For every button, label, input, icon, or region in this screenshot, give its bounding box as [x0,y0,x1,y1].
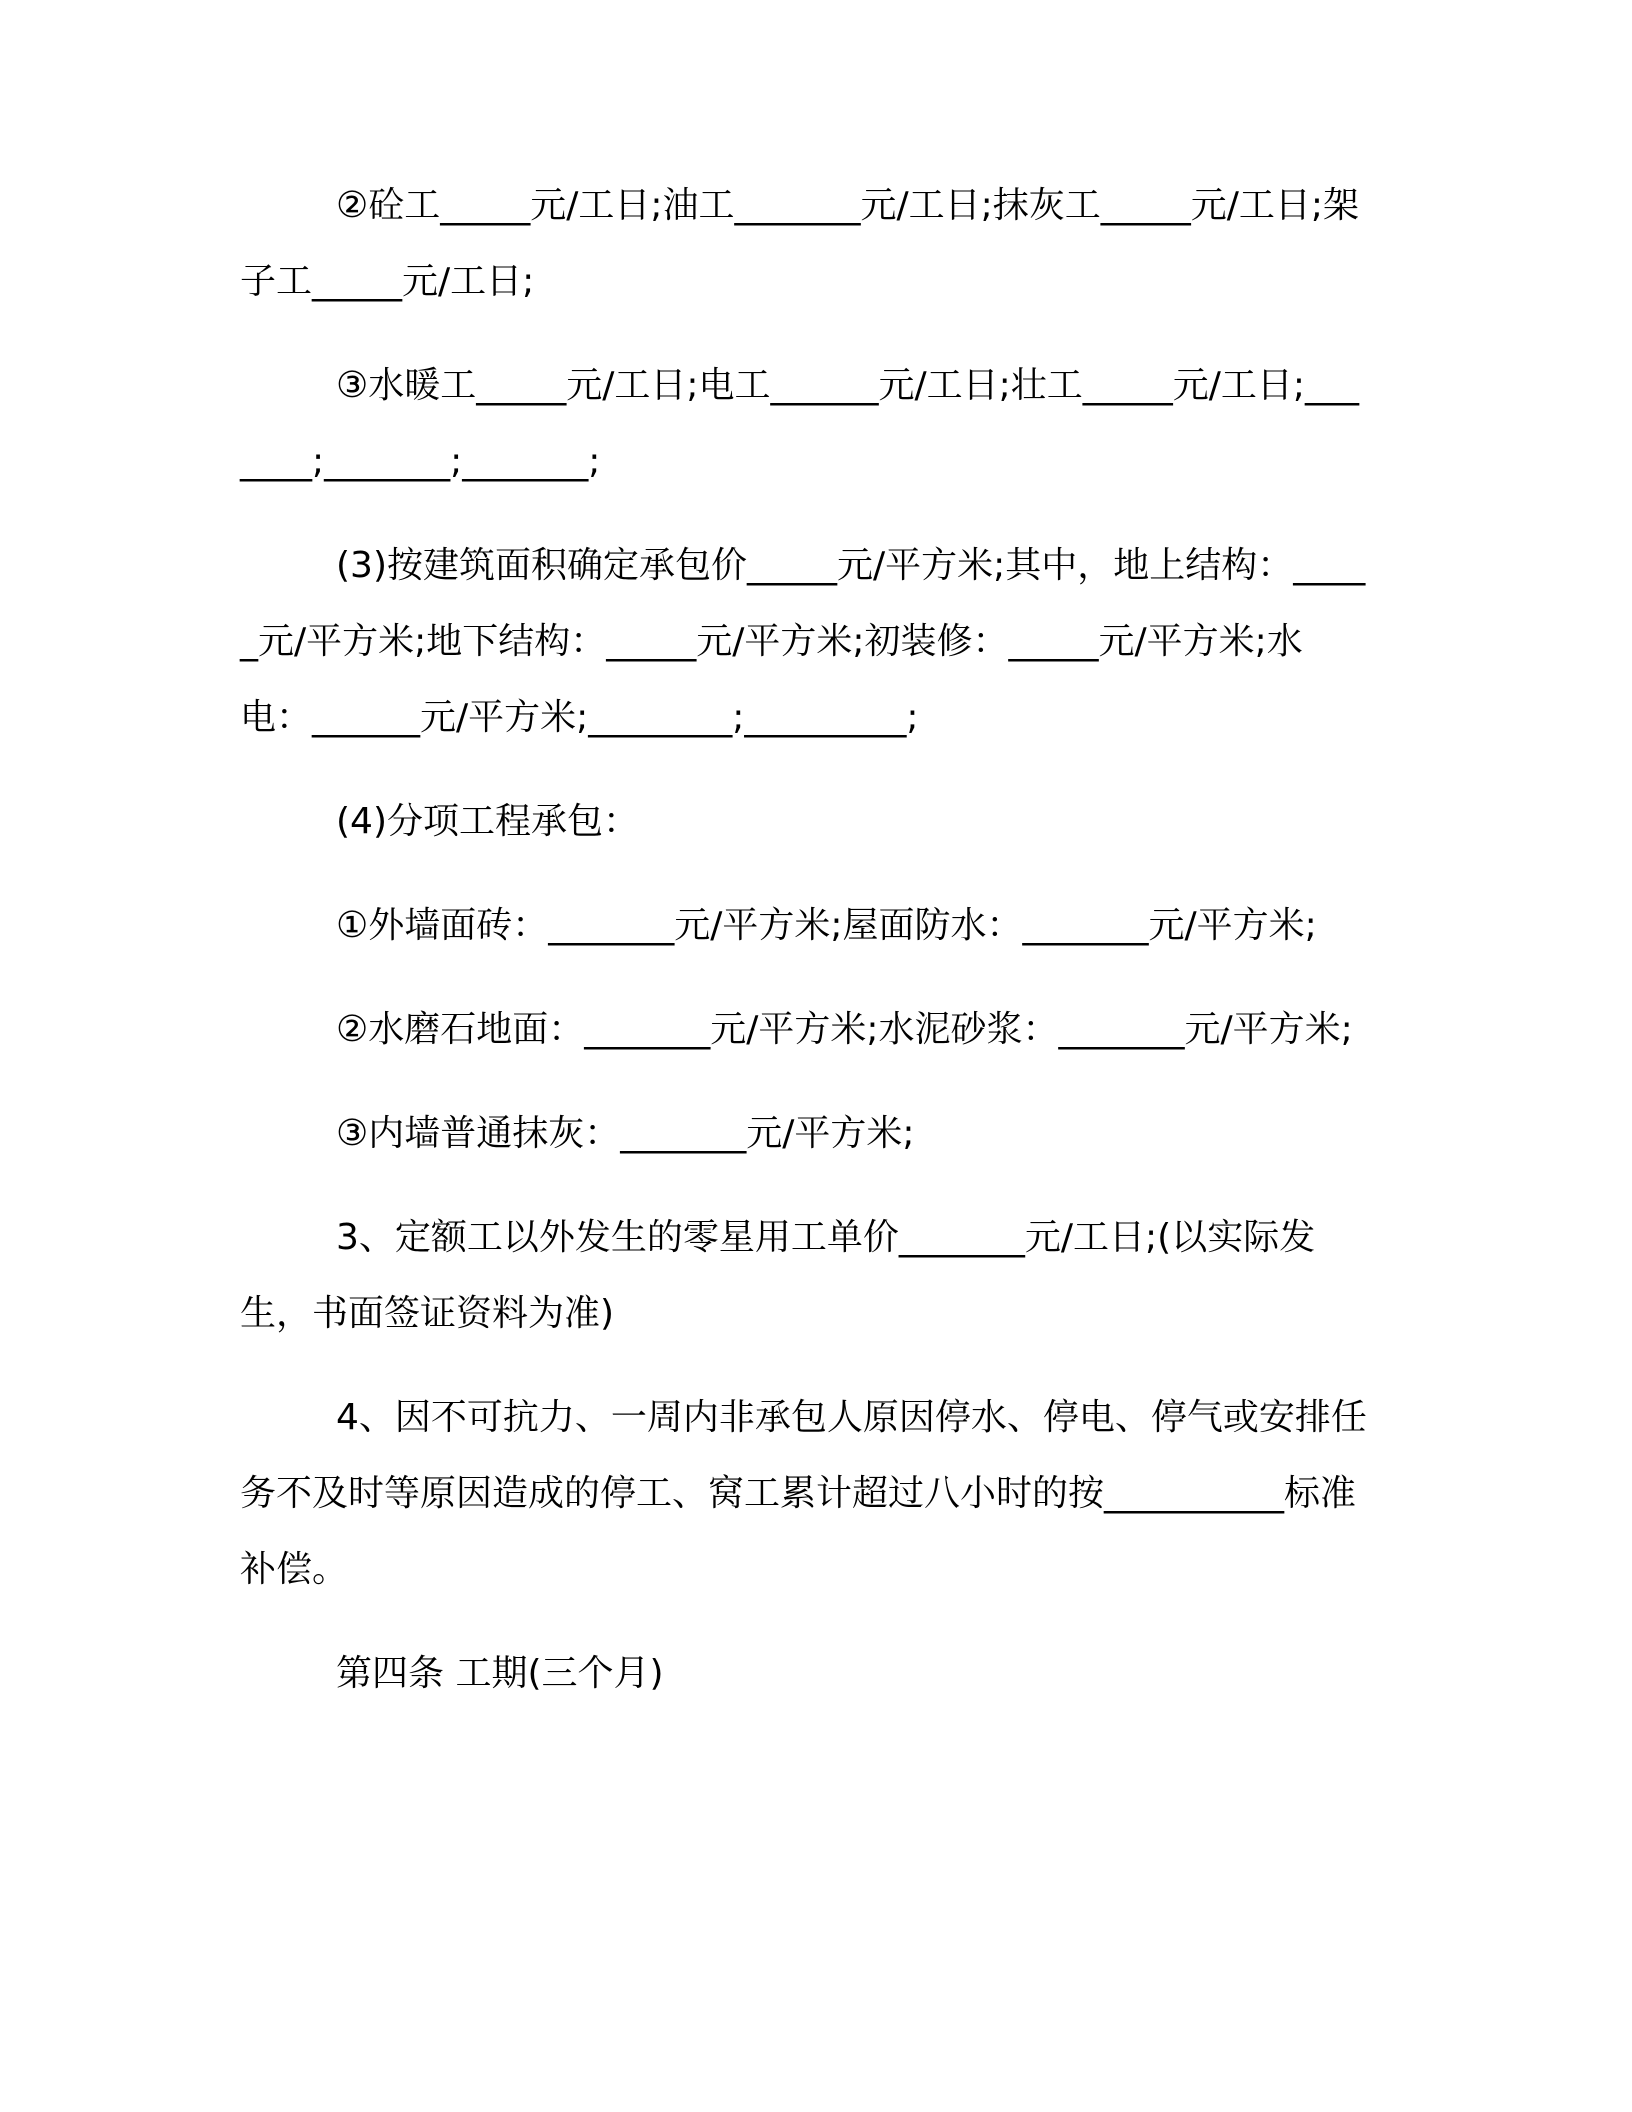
sub-item-1: ①外墙面砖：_______元/平方米;屋面防水：_______元/平方米; [336,905,1317,946]
clause-3-odd-jobs: 3、定额工以外发生的零星用工单价_______元/工日;(以实际发生，书面签证资料为准) [240,1217,1316,1334]
article-4-heading: 第四条 工期(三个月) [336,1653,664,1694]
wage-rate-line-3: ③水暖工_____元/工日;电工______元/工日;壮工_____元/工日;_______;_______;_______; [240,365,1360,482]
document-page [240,168,1370,1712]
sub-item-2: ②水磨石地面：_______元/平方米;水泥砂浆：_______元/平方米; [336,1009,1353,1050]
clause-4-compensation: 4、因不可抗力、一周内非承包人原因停水、停电、停气或安排任务不及时等原因造成的停工、窝工累计超过八小时的按__________标准补偿。 [240,1397,1367,1590]
sub-item-3: ③内墙普通抹灰：_______元/平方米; [336,1113,915,1154]
area-based-contract-price: (3)按建筑面积确定承包价_____元/平方米;其中，地上结构：_____元/平方米;地下结构：_____元/平方米;初装修：_____元/平方米;水电：______元/平方米;________;_________; [240,545,1366,738]
sub-item-contract-heading: (4)分项工程承包： [336,801,639,842]
wage-rate-line-2: ②砼工_____元/工日;油工_______元/工日;抹灰工_____元/工日;架子工_____元/工日; [240,185,1360,302]
